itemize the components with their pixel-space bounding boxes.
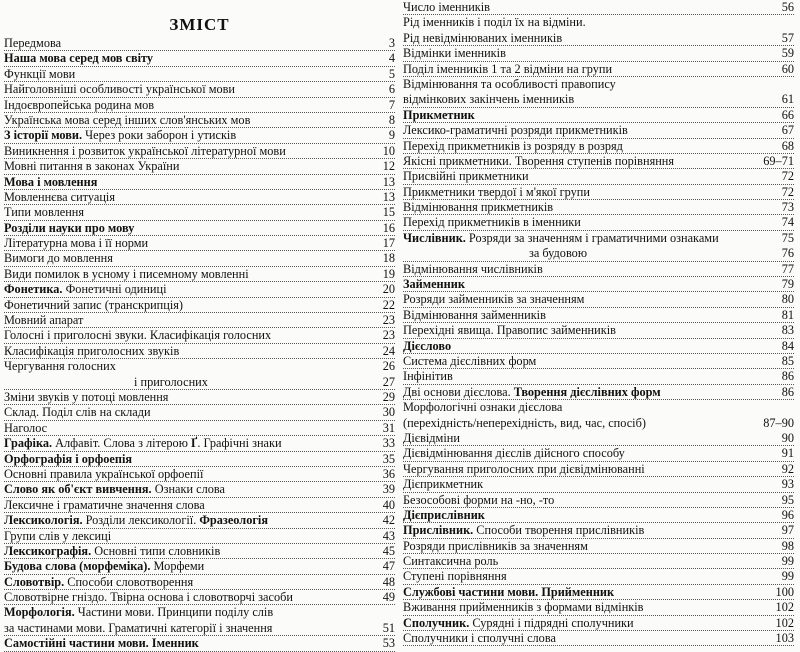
toc-page-number: 92: [781, 461, 794, 476]
toc-entry-text: Дві основи дієслова.: [403, 384, 514, 399]
toc-entry-text: Основні типи словників: [91, 543, 221, 558]
toc-entry-text: Голосні і приголосні звуки. Класифікація голосних: [4, 328, 272, 343]
toc-page-number: 8: [388, 112, 395, 127]
toc-entry: [403, 431, 794, 446]
toc-entry: [403, 339, 794, 354]
toc-page-number: 9: [388, 128, 395, 143]
toc-entry-text: Дієвідміни: [403, 430, 460, 445]
toc-page-number: 60: [781, 61, 794, 76]
toc-entry: [403, 462, 794, 477]
toc-page-number: 27: [382, 374, 395, 389]
toc-entry: [403, 539, 794, 554]
toc-entry: [4, 559, 395, 574]
toc-entry: [4, 513, 395, 528]
toc-page-number: 76: [781, 246, 794, 261]
toc-page-number: 49: [382, 590, 395, 605]
toc-entry: [403, 585, 794, 600]
toc-page-number: 66: [781, 107, 794, 122]
toc-entry: [403, 185, 794, 200]
toc-entry-text: Словотвірне гніздо. Твірна основа і словотворчі засоби: [4, 590, 293, 605]
toc-entry-text: Сполучники і сполучні слова: [403, 631, 556, 646]
toc-entry: [4, 36, 395, 51]
toc-page-number: 35: [382, 451, 395, 466]
toc-entry: [403, 92, 794, 107]
toc-entry: [4, 575, 395, 590]
toc-page-number: 79: [781, 277, 794, 292]
toc-entry: [4, 421, 395, 436]
toc-entry-text: Розряди за значенням і граматичними ознаками: [465, 230, 719, 245]
toc-page-number: 96: [781, 507, 794, 522]
toc-page-number: 86: [781, 384, 794, 399]
toc-page-number: 12: [382, 159, 395, 174]
toc-entry: [403, 631, 794, 646]
toc-page-number: 36: [382, 466, 395, 481]
toc-page-number: 85: [781, 353, 794, 368]
toc-entry: [4, 636, 395, 651]
toc-entry: [403, 262, 794, 277]
toc-entry: [4, 328, 395, 343]
toc-entry-text: Лексикологія.: [4, 513, 83, 528]
toc-entry: [403, 493, 794, 508]
toc-entry-text: відмінкових закінчень іменників: [403, 92, 575, 107]
toc-page-number: 30: [382, 405, 395, 420]
toc-page-number: 42: [382, 513, 395, 528]
toc-page-number: 57: [781, 30, 794, 45]
toc-entry: [403, 200, 794, 215]
toc-page-number: 102: [775, 615, 794, 630]
toc-page-number: 26: [382, 359, 395, 374]
toc-entry-text: Морфологія.: [4, 605, 75, 620]
toc-entry-text: Функції мови: [4, 66, 76, 81]
toc-entry-text: Через роки заборон і утисків: [82, 128, 237, 143]
toc-entry-text: Прикметники твердої і м'якої групи: [403, 184, 590, 199]
toc-page-number: 80: [781, 292, 794, 307]
toc-entry: [4, 298, 395, 313]
toc-page-number: 77: [781, 261, 794, 276]
toc-entry: [403, 277, 794, 292]
toc-entry-text: Наголос: [4, 420, 48, 435]
toc-entry-text: Морфеми: [150, 559, 205, 574]
toc-entry: [4, 529, 395, 544]
toc-page-number: 95: [781, 492, 794, 507]
toc-entry: [4, 359, 395, 374]
toc-entry-text: Вживання прийменників з формами відмінків: [403, 600, 644, 615]
toc-entry: [403, 616, 794, 631]
toc-entry: [4, 498, 395, 513]
toc-page-number: 81: [781, 307, 794, 322]
toc-entry-text: Фонетичний запис (транскрипція): [4, 297, 184, 312]
toc-entry: [4, 605, 395, 620]
toc-entry-text: Будова слова (морфеміка).: [4, 559, 151, 574]
toc-entry-text: Числівник.: [403, 230, 466, 245]
toc-page-number: 72: [781, 184, 794, 199]
toc-entry: [403, 108, 794, 123]
toc-entry: [403, 123, 794, 138]
toc-entry: [403, 77, 794, 92]
toc-entry: [4, 144, 395, 159]
toc-left-column: [4, 0, 395, 652]
toc-right-column: [403, 0, 794, 646]
toc-page-number: 97: [781, 523, 794, 538]
toc-entry-text: Слово як об'єкт вивчення.: [4, 482, 152, 497]
toc-page-number: 47: [382, 559, 395, 574]
toc-page-number: 23: [382, 328, 395, 343]
toc-entry: [403, 292, 794, 307]
toc-entry-text: Ступені порівняння: [403, 569, 507, 584]
toc-entry: [403, 15, 794, 30]
toc-page-number: 45: [382, 543, 395, 558]
toc-entry: [403, 477, 794, 492]
toc-entry-text: Ґ: [190, 436, 198, 451]
toc-entry-text: Відмінювання прикметників: [403, 200, 554, 215]
toc-entry-text: Словотвір.: [4, 574, 65, 589]
toc-page-number: 33: [382, 436, 395, 451]
toc-entry-text: Розділи науки про мову: [4, 220, 135, 235]
toc-right-list: [403, 0, 794, 646]
toc-page-number: 99: [781, 569, 794, 584]
toc-entry-text: і приголосних: [134, 374, 208, 389]
toc-page-number: 13: [382, 174, 395, 189]
toc-page-number: 13: [382, 189, 395, 204]
toc-page-number: 17: [382, 236, 395, 251]
toc-entry-text: Розряди займенників за значенням: [403, 292, 585, 307]
toc-entry: [403, 246, 794, 261]
toc-entry-text: Якісні прикметники. Творення ступенів порівняння: [403, 153, 675, 168]
toc-entry: [403, 554, 794, 569]
toc-entry-text: Відмінювання займенників: [403, 307, 546, 322]
toc-entry-text: Мовленнєва ситуація: [4, 189, 115, 204]
toc-page-number: 69–71: [763, 153, 794, 168]
toc-entry-text: Службові частини мови. Прийменник: [403, 584, 615, 599]
toc-page-number: 7: [388, 97, 395, 112]
toc-left-list: [4, 36, 395, 652]
toc-entry-text: Типи мовлення: [4, 205, 85, 220]
toc-entry: [403, 369, 794, 384]
toc-entry-text: Види помилок в усному і писемному мовленні: [4, 266, 249, 281]
toc-entry: [403, 0, 794, 15]
toc-entry-text: Синтаксична роль: [403, 554, 499, 569]
toc-page-number: 19: [382, 266, 395, 281]
toc-entry: [403, 46, 794, 61]
toc-entry-text: за будовою: [529, 246, 588, 261]
toc-page-number: 39: [382, 482, 395, 497]
toc-entry-text: Самостійні частини мови. Іменник: [4, 636, 199, 651]
toc-entry: [403, 400, 794, 415]
toc-entry-text: Лексичне і граматичне значення слова: [4, 497, 205, 512]
toc-page-number: 20: [382, 282, 395, 297]
toc-entry-text: Фонетичні одиниці: [62, 282, 167, 297]
toc-page-number: 103: [775, 631, 794, 646]
toc-entry-text: Фонетика.: [4, 282, 63, 297]
toc-entry: [403, 446, 794, 461]
toc-entry-text: (перехідність/неперехідність, вид, час, спосіб): [403, 415, 646, 430]
toc-page-number: 67: [781, 123, 794, 138]
toc-page-number: 59: [781, 46, 794, 61]
toc-page-number: 93: [781, 477, 794, 492]
toc-page-number: 10: [382, 143, 395, 158]
toc-entry: [403, 569, 794, 584]
toc-entry-text: Ознаки слова: [151, 482, 225, 497]
toc-entry: [403, 139, 794, 154]
toc-entry: [403, 323, 794, 338]
toc-entry: [4, 621, 395, 636]
toc-entry: [4, 98, 395, 113]
toc-page-number: 4: [388, 51, 395, 66]
toc-entry: [403, 215, 794, 230]
toc-entry: [4, 267, 395, 282]
toc-page-number: 74: [781, 215, 794, 230]
toc-page-number: 22: [382, 297, 395, 312]
toc-entry-text: Найголовніші особливості української мови: [4, 82, 236, 97]
toc-title: ЗМІСТ: [169, 15, 230, 34]
toc-entry-text: Творення дієслівних форм: [513, 384, 661, 399]
toc-entry-text: Відмінювання числівників: [403, 261, 543, 276]
toc-entry-text: Основні правила української орфоепії: [4, 466, 204, 481]
toc-entry-text: Розділи лексикології.: [82, 513, 200, 528]
toc-entry-text: Сполучник.: [403, 615, 470, 630]
toc-entry-text: Виникнення і розвиток української літературної мови: [4, 143, 286, 158]
toc-entry: [403, 354, 794, 369]
toc-page-number: 48: [382, 574, 395, 589]
toc-page-number: 43: [382, 528, 395, 543]
toc-entry: [403, 416, 794, 431]
toc-entry-text: за частинами мови. Граматичні категорії і значення: [4, 620, 273, 635]
toc-entry-text: Дієвідмінювання дієслів дійсного способу: [403, 446, 625, 461]
toc-entry-text: Перехідні явища. Правопис займенників: [403, 323, 616, 338]
toc-entry-text: Вимоги до мовлення: [4, 251, 113, 266]
toc-entry-text: Розряди прислівників за значенням: [403, 538, 588, 553]
toc-entry: [403, 508, 794, 523]
toc-entry-text: Літературна мова і її норми: [4, 236, 149, 251]
toc-entry-text: Рід іменників і поділ їх на відміни.: [403, 15, 586, 30]
toc-entry-text: Рід невідмінюваних іменників: [403, 30, 563, 45]
toc-entry: [4, 159, 395, 174]
toc-entry-text: Мовні питання в законах України: [4, 159, 180, 174]
toc-entry-text: Чергування голосних: [4, 359, 116, 374]
toc-entry: [403, 600, 794, 615]
toc-entry-text: Індоєвропейська родина мов: [4, 97, 155, 112]
toc-entry-text: Займенник: [403, 277, 465, 292]
toc-entry-text: Мова і мовлення: [4, 174, 98, 189]
toc-page-number: 5: [388, 66, 395, 81]
toc-page-number: 18: [382, 251, 395, 266]
toc-page-number: 40: [382, 497, 395, 512]
toc-entry: [4, 128, 395, 143]
toc-entry-text: Дієприслівник: [403, 507, 485, 522]
toc-page-number: 75: [781, 230, 794, 245]
toc-entry-text: Наша мова серед мов світу: [4, 51, 154, 66]
toc-page-number: 90: [781, 430, 794, 445]
toc-entry-text: Мовний апарат: [4, 313, 84, 328]
toc-entry: [4, 544, 395, 559]
toc-entry-text: Класифікація приголосних звуків: [4, 343, 180, 358]
toc-entry: [4, 175, 395, 190]
toc-entry-text: Алфавіт. Слова з літерою: [52, 436, 191, 451]
toc-entry: [4, 467, 395, 482]
toc-entry: [4, 405, 395, 420]
toc-page-number: 91: [781, 446, 794, 461]
toc-entry-text: Відмінювання та особливості правопису: [403, 76, 616, 91]
toc-entry-text: Чергування приголосних при дієвідмінюванні: [403, 461, 645, 476]
toc-entry-text: Перехід прикметників із розряду в розряд: [403, 138, 623, 153]
toc-page-number: 29: [382, 389, 395, 404]
toc-entry-text: Морфологічні ознаки дієслова: [403, 400, 563, 415]
toc-page-number: 84: [781, 338, 794, 353]
toc-page-number: 3: [388, 36, 395, 50]
toc-entry-text: Орфографія і орфоепія: [4, 451, 133, 466]
toc-page-number: 15: [382, 205, 395, 220]
toc-page-number: 86: [781, 369, 794, 384]
toc-entry: [4, 375, 395, 390]
toc-page-number: 99: [781, 554, 794, 569]
toc-page-number: 100: [775, 584, 794, 599]
toc-entry: [403, 62, 794, 77]
toc-page-number: 68: [781, 138, 794, 153]
toc-entry-text: Число іменників: [403, 0, 490, 14]
toc-entry-text: Сурядні і підрядні сполучники: [469, 615, 634, 630]
toc-entry-text: Українська мова серед інших слов'янських мов: [4, 112, 251, 127]
toc-entry-text: Безособові форми на -но, -то: [403, 492, 555, 507]
toc-page-number: 102: [775, 600, 794, 615]
toc-entry: [403, 308, 794, 323]
toc-entry-text: . Графічні знаки: [197, 436, 282, 451]
toc-page-number: 98: [781, 538, 794, 553]
toc-entry-text: Частини мови. Принципи поділу слів: [74, 605, 274, 620]
toc-page-number: 24: [382, 343, 395, 358]
toc-entry: [4, 390, 395, 405]
toc-entry: [403, 169, 794, 184]
toc-entry: [4, 205, 395, 220]
toc-page-number: 16: [382, 220, 395, 235]
toc-entry-text: Прикметник: [403, 107, 475, 122]
toc-entry-text: Прислівник.: [403, 523, 474, 538]
toc-entry-text: З історії мови.: [4, 128, 83, 143]
toc-entry: [403, 523, 794, 538]
toc-entry: [4, 251, 395, 266]
toc-entry: [4, 452, 395, 467]
toc-entry-text: Дієприкметник: [403, 477, 484, 492]
toc-entry-text: Групи слів у лексиці: [4, 528, 112, 543]
toc-entry: [403, 31, 794, 46]
toc-entry: [4, 590, 395, 605]
toc-page-number: 73: [781, 200, 794, 215]
toc-page-number: 56: [781, 0, 794, 14]
toc-entry: [403, 385, 794, 400]
toc-page-number: 83: [781, 323, 794, 338]
toc-entry-text: Перехід прикметників в іменники: [403, 215, 581, 230]
toc-entry-text: Лексико-граматичні розряди прикметників: [403, 123, 628, 138]
toc-entry-text: Поділ іменників 1 та 2 відміни на групи: [403, 61, 613, 76]
toc-entry: [4, 67, 395, 82]
toc-entry-text: Графіка.: [4, 436, 53, 451]
toc-page-number: 6: [388, 82, 395, 97]
toc-entry: [4, 236, 395, 251]
toc-entry: [4, 482, 395, 497]
toc-entry: [403, 154, 794, 169]
toc-entry: [4, 82, 395, 97]
toc-page-number: 23: [382, 313, 395, 328]
toc-entry: [4, 282, 395, 297]
toc-entry: [403, 231, 794, 246]
toc-entry-text: Лексикографія.: [4, 543, 92, 558]
toc-entry-text: Відмінки іменників: [403, 46, 506, 61]
toc-entry-text: Способи словотворення: [64, 574, 194, 589]
toc-entry-text: Зміни звуків у потоці мовлення: [4, 389, 169, 404]
toc-entry-text: Фразеологія: [199, 513, 268, 528]
toc-entry: [4, 221, 395, 236]
toc-page-number: 72: [781, 169, 794, 184]
toc-entry-text: Склад. Поділ слів на склади: [4, 405, 151, 420]
toc-entry: [4, 436, 395, 451]
toc-entry-text: Інфінітив: [403, 369, 453, 384]
toc-entry: [4, 190, 395, 205]
toc-page-number: 53: [382, 636, 395, 651]
toc-entry: [4, 113, 395, 128]
toc-entry: [4, 344, 395, 359]
toc-page-number: 87–90: [763, 415, 794, 430]
toc-entry: [4, 51, 395, 66]
toc-entry-text: Способи творення прислівників: [473, 523, 645, 538]
toc-entry-text: Система дієслівних форм: [403, 353, 537, 368]
toc-entry-text: Дієслово: [403, 338, 452, 353]
toc-page-number: 61: [781, 92, 794, 107]
toc-entry: [4, 313, 395, 328]
toc-page-number: 31: [382, 420, 395, 435]
toc-page-number: 51: [382, 620, 395, 635]
toc-entry-text: Передмова: [4, 36, 62, 50]
toc-entry-text: Присвійні прикметники: [403, 169, 529, 184]
